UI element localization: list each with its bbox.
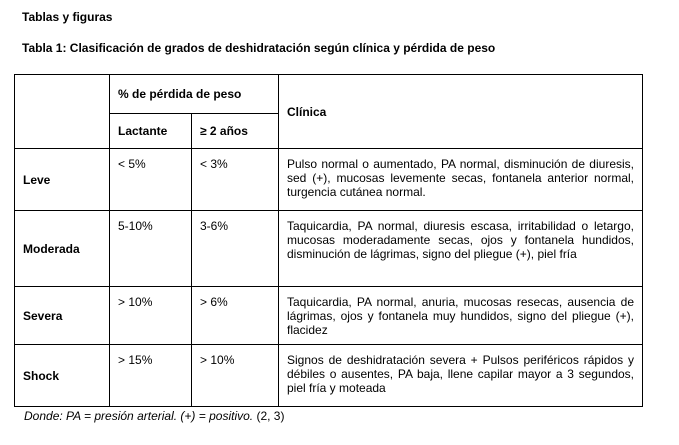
infant-cell: > 15% <box>110 345 192 407</box>
grade-cell: Severa <box>15 287 110 345</box>
footnote <box>24 409 284 423</box>
infant-cell: > 10% <box>110 287 192 345</box>
clinical-cell: Pulso normal o aumentado, PA normal, disminución de diuresis, sed (+), mucosas levemente secas, fontanela anterior normal, turgencia cutánea normal. <box>279 149 643 211</box>
header-infant: Lactante <box>110 114 192 149</box>
grade-cell: Moderada <box>15 211 110 287</box>
over2-cell: 3-6% <box>192 211 279 287</box>
header-weight-loss: % de pérdida de peso <box>110 75 279 114</box>
grade-cell: Shock <box>15 345 110 407</box>
over2-cell: > 10% <box>192 345 279 407</box>
header-clinical: Clínica <box>279 75 643 149</box>
table-row <box>15 149 643 211</box>
table-row <box>15 211 643 287</box>
over2-cell: > 6% <box>192 287 279 345</box>
infant-cell: 5-10% <box>110 211 192 287</box>
header-empty-cell <box>15 75 110 149</box>
table-title: Tabla 1: Clasificación de grados de deshidratación según clínica y pérdida de peso <box>22 41 496 55</box>
footnote-definitions: Donde: PA = presión arterial. (+) = positivo. <box>24 409 254 423</box>
footnote-references: (2, 3) <box>253 409 285 423</box>
header-over2: ≥ 2 años <box>192 114 279 149</box>
clinical-cell: Taquicardia, PA normal, diuresis escasa, irritabilidad o letargo, mucosas moderadamente secas, ojos y fontanela hundidos, disminución de lágrimas, signo del pliegue (+), piel fría <box>279 211 643 287</box>
grade-cell: Leve <box>15 149 110 211</box>
table-row <box>15 287 643 345</box>
dehydration-table <box>14 74 643 407</box>
table-row <box>15 345 643 407</box>
infant-cell: < 5% <box>110 149 192 211</box>
over2-cell: < 3% <box>192 149 279 211</box>
clinical-cell: Signos de deshidratación severa + Pulsos periféricos rápidos y débiles o ausentes, PA baja, llene capilar mayor a 3 segundos, piel fría y moteada <box>279 345 643 407</box>
section-title: Tablas y figuras <box>22 10 113 24</box>
clinical-cell: Taquicardia, PA normal, anuria, mucosas resecas, ausencia de lágrimas, ojos y fontanela muy hundidos, signo del pliegue (+), flacidez <box>279 287 643 345</box>
